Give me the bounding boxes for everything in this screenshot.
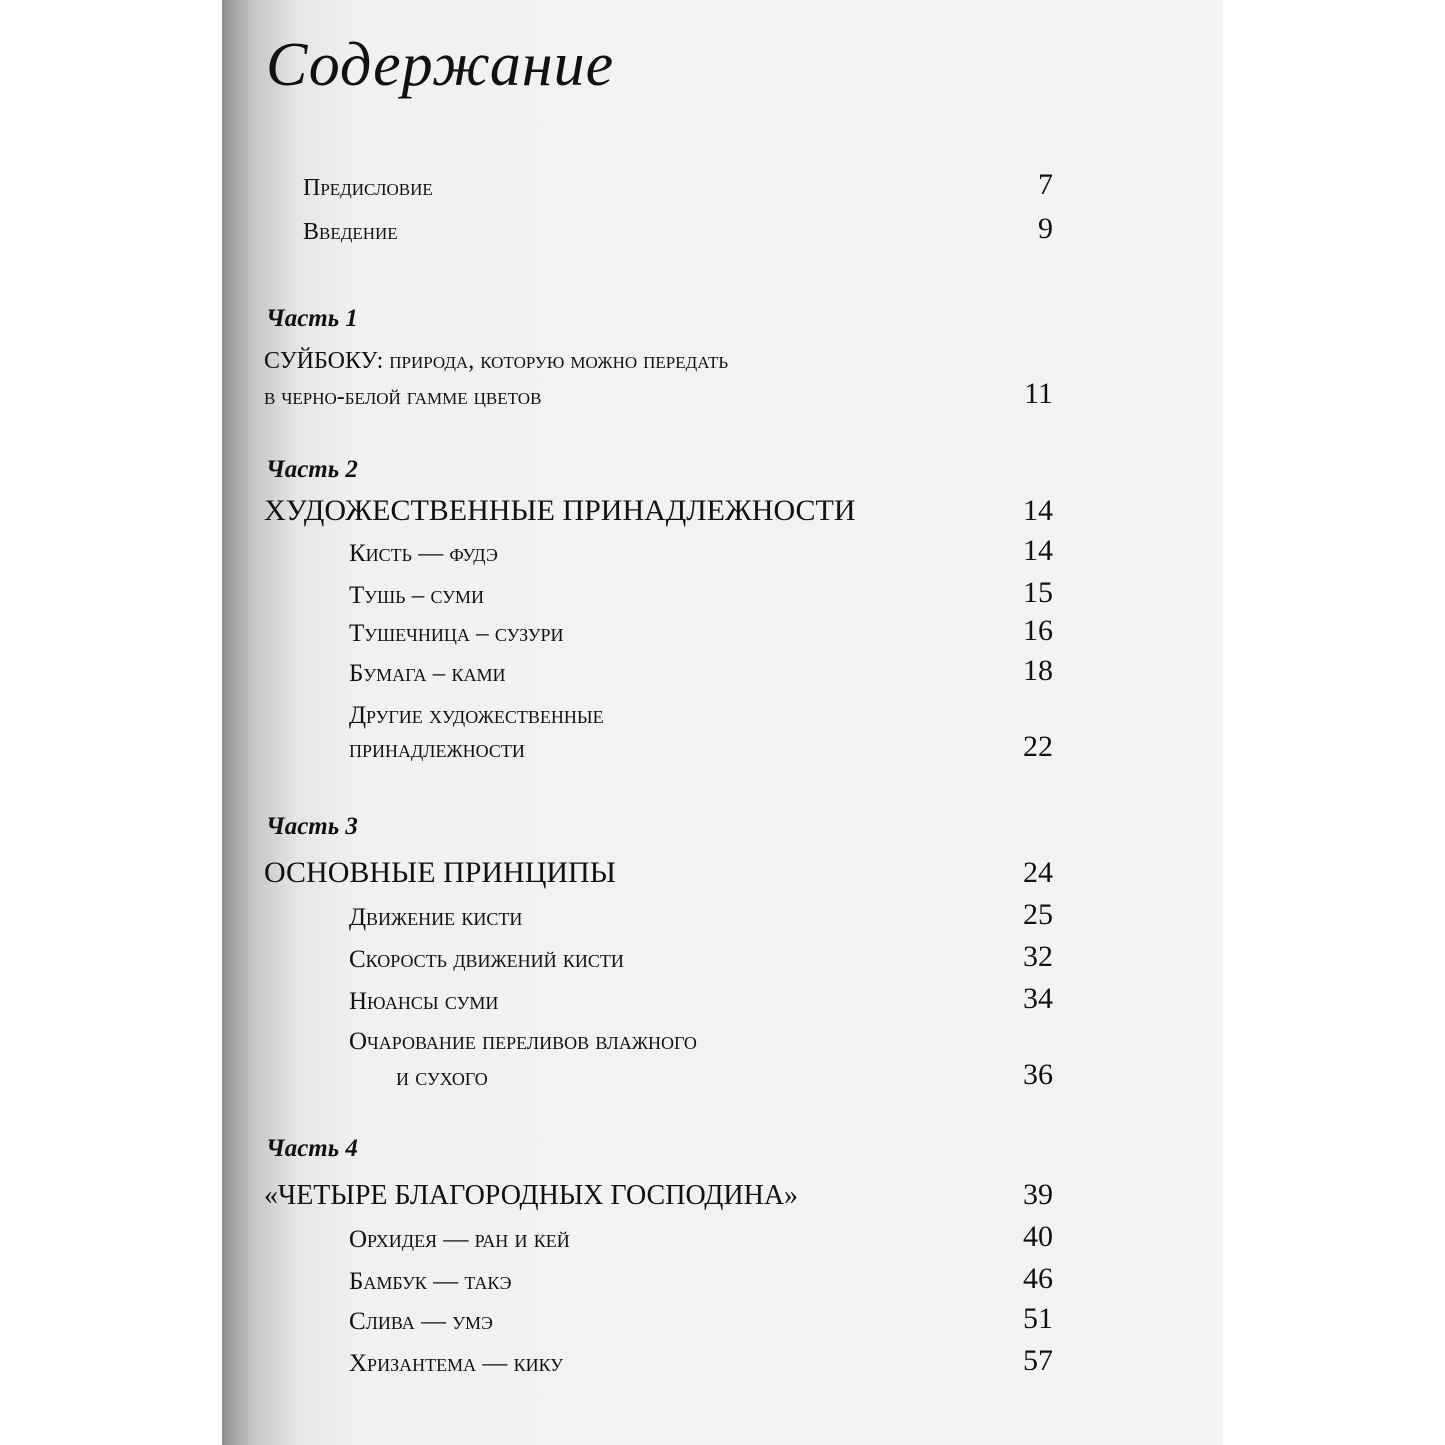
part-heading-label: в черно-белой гамме цветов [264, 384, 542, 410]
toc-entry[interactable] [0, 1214, 1445, 1262]
toc-entry[interactable] [0, 892, 1445, 940]
part-heading-label: СУЙБОКУ: природа, которую можно передать [264, 348, 729, 374]
toc-entry-continued[interactable] [0, 724, 1445, 772]
toc-entry-introduction[interactable] [0, 206, 1445, 254]
toc-entry-label: Очарование переливов влажного [349, 1028, 697, 1055]
toc-page-number: 9 [1038, 212, 1053, 245]
toc-page-number: 25 [1023, 898, 1053, 931]
toc-entry-preface[interactable] [0, 162, 1445, 210]
toc-entry[interactable] [0, 934, 1445, 982]
toc-entry-label: Бумага – ками [349, 660, 506, 687]
toc-page-number: 15 [1023, 576, 1053, 609]
part-heading-label: ХУДОЖЕСТВЕННЫЕ ПРИНАДЛЕЖНОСТИ [264, 494, 856, 527]
toc-entry-label: и сухого [396, 1064, 488, 1091]
part-label: Часть 3 [266, 813, 358, 840]
toc-page-number: 16 [1023, 614, 1053, 647]
toc-page-number: 14 [1023, 494, 1053, 527]
toc-entry[interactable] [0, 648, 1445, 696]
toc-entry-label: Введение [303, 219, 398, 245]
part-heading[interactable] [0, 1172, 1445, 1220]
toc-entry-label: Нюансы суми [349, 988, 499, 1015]
toc-page-number: 11 [1024, 377, 1053, 410]
toc-page-number: 18 [1023, 654, 1053, 687]
toc-page-number: 32 [1023, 940, 1053, 973]
toc-page-number: 14 [1023, 534, 1053, 567]
toc-entry-label: Другие художественные [349, 702, 604, 729]
part-label: Часть 1 [266, 305, 358, 332]
toc-entry-label: Бамбук — такэ [349, 1268, 512, 1295]
toc-page-number: 24 [1023, 856, 1053, 889]
toc-page-number: 34 [1023, 982, 1053, 1015]
toc-entry-continued[interactable] [0, 1052, 1445, 1100]
toc-page-number: 36 [1023, 1058, 1053, 1091]
page-title: Содержание [266, 31, 615, 99]
toc-page-number: 57 [1023, 1344, 1053, 1377]
toc-entry-label: Тушечница – сузури [349, 620, 564, 647]
toc-entry[interactable] [0, 1338, 1445, 1386]
toc-entry-label: Слива — умэ [349, 1308, 493, 1335]
toc-entry[interactable] [0, 528, 1445, 576]
toc-entry-label: Кисть — фудэ [349, 540, 498, 567]
toc-entry[interactable] [0, 1296, 1445, 1344]
toc-page-number: 51 [1023, 1302, 1053, 1335]
part-label: Часть 2 [266, 456, 358, 483]
toc-entry-label: Скорость движений кисти [349, 946, 624, 973]
part-heading-continued[interactable] [0, 371, 1445, 419]
toc-entry-label: Хризантема — кику [349, 1350, 563, 1377]
toc-entry-label: Орхидея — ран и кей [349, 1226, 570, 1253]
toc-entry-label: Тушь – суми [349, 582, 485, 609]
part-heading-label: ОСНОВНЫЕ ПРИНЦИПЫ [264, 856, 616, 889]
toc-page-number: 7 [1038, 168, 1053, 201]
toc-entry-label: Движение кисти [349, 904, 523, 931]
toc-entry-label: Предисловие [303, 175, 433, 201]
toc-page-number: 39 [1023, 1178, 1053, 1211]
toc-page-number: 22 [1023, 730, 1053, 763]
part-heading-label: «ЧЕТЫРЕ БЛАГОРОДНЫХ ГОСПОДИНА» [264, 1180, 799, 1211]
part-label: Часть 4 [266, 1135, 358, 1162]
part-heading[interactable] [0, 850, 1445, 898]
toc-entry-label: принадлежности [349, 736, 525, 763]
toc-page-number: 40 [1023, 1220, 1053, 1253]
toc-page-number: 46 [1023, 1262, 1053, 1295]
